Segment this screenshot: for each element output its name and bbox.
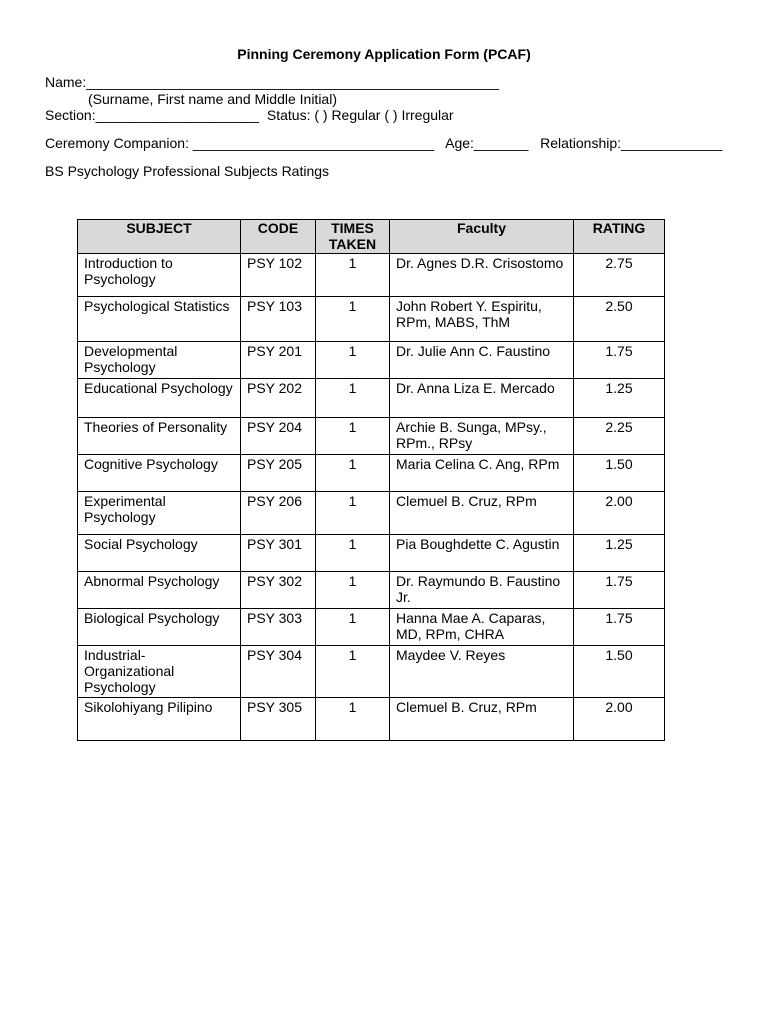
subject-cell: Sikolohiyang Pilipino	[78, 698, 241, 741]
subject-cell: Biological Psychology	[78, 609, 241, 646]
faculty-cell: Clemuel B. Cruz, RPm	[390, 492, 574, 535]
times-cell: 1	[316, 698, 390, 741]
rating-cell: 1.50	[574, 455, 665, 492]
form-title: Pinning Ceremony Application Form (PCAF)	[237, 46, 531, 62]
faculty-cell: John Robert Y. Espiritu, RPm, MABS, ThM	[390, 297, 574, 342]
companion-line: Ceremony Companion: _______________________________ Age:_______ Relationship:_____________	[45, 135, 723, 151]
faculty-cell: Pia Boughdette C. Agustin	[390, 535, 574, 572]
rating-cell: 2.50	[574, 297, 665, 342]
times-cell: 1	[316, 297, 390, 342]
header-subject: SUBJECT	[78, 220, 241, 254]
subject-cell: Cognitive Psychology	[78, 455, 241, 492]
name-field-line: Name:_____________________________________________________	[45, 74, 499, 90]
code-cell: PSY 206	[241, 492, 316, 535]
faculty-cell: Maydee V. Reyes	[390, 646, 574, 698]
table-header-row	[78, 220, 665, 254]
faculty-cell: Dr. Agnes D.R. Crisostomo	[390, 254, 574, 297]
header-code: CODE	[241, 220, 316, 254]
rating-cell: 2.75	[574, 254, 665, 297]
name-field-hint: (Surname, First name and Middle Initial)	[88, 91, 337, 107]
times-cell: 1	[316, 572, 390, 609]
code-cell: PSY 305	[241, 698, 316, 741]
rating-cell: 1.75	[574, 609, 665, 646]
header-times-taken: TIMES TAKEN	[316, 220, 390, 254]
times-cell: 1	[316, 535, 390, 572]
code-cell: PSY 302	[241, 572, 316, 609]
code-cell: PSY 103	[241, 297, 316, 342]
subject-cell: Experimental Psychology	[78, 492, 241, 535]
code-cell: PSY 304	[241, 646, 316, 698]
code-cell: PSY 102	[241, 254, 316, 297]
table-row	[78, 379, 665, 418]
table-row	[78, 535, 665, 572]
table-row	[78, 572, 665, 609]
subject-cell: Theories of Personality	[78, 418, 241, 455]
times-cell: 1	[316, 254, 390, 297]
times-cell: 1	[316, 418, 390, 455]
faculty-cell: Maria Celina C. Ang, RPm	[390, 455, 574, 492]
subject-cell: Developmental Psychology	[78, 342, 241, 379]
rating-cell: 1.50	[574, 646, 665, 698]
code-cell: PSY 202	[241, 379, 316, 418]
table-row	[78, 455, 665, 492]
rating-cell: 2.00	[574, 698, 665, 741]
subject-cell: Educational Psychology	[78, 379, 241, 418]
times-cell: 1	[316, 609, 390, 646]
rating-cell: 1.75	[574, 572, 665, 609]
times-cell: 1	[316, 646, 390, 698]
subject-cell: Social Psychology	[78, 535, 241, 572]
rating-cell: 2.00	[574, 492, 665, 535]
table-row	[78, 342, 665, 379]
table-row	[78, 646, 665, 698]
table-row	[78, 254, 665, 297]
code-cell: PSY 201	[241, 342, 316, 379]
header-faculty: Faculty	[390, 220, 574, 254]
table-row	[78, 609, 665, 646]
rating-cell: 1.25	[574, 535, 665, 572]
faculty-cell: Hanna Mae A. Caparas, MD, RPm, CHRA	[390, 609, 574, 646]
table-row	[78, 492, 665, 535]
subject-cell: Introduction to Psychology	[78, 254, 241, 297]
rating-cell: 1.25	[574, 379, 665, 418]
table-row	[78, 297, 665, 342]
ratings-heading: BS Psychology Professional Subjects Ratings	[45, 163, 330, 179]
rating-cell: 2.25	[574, 418, 665, 455]
subject-cell: Psychological Statistics	[78, 297, 241, 342]
header-rating: RATING	[574, 220, 665, 254]
faculty-cell: Dr. Julie Ann C. Faustino	[390, 342, 574, 379]
subject-cell: Abnormal Psychology	[78, 572, 241, 609]
table-row	[78, 698, 665, 741]
faculty-cell: Dr. Anna Liza E. Mercado	[390, 379, 574, 418]
code-cell: PSY 204	[241, 418, 316, 455]
rating-cell: 1.75	[574, 342, 665, 379]
times-cell: 1	[316, 379, 390, 418]
table-row	[78, 418, 665, 455]
faculty-cell: Clemuel B. Cruz, RPm	[390, 698, 574, 741]
ratings-table	[77, 219, 665, 741]
times-cell: 1	[316, 455, 390, 492]
faculty-cell: Dr. Raymundo B. Faustino Jr.	[390, 572, 574, 609]
code-cell: PSY 303	[241, 609, 316, 646]
times-cell: 1	[316, 492, 390, 535]
faculty-cell: Archie B. Sunga, MPsy., RPm., RPsy	[390, 418, 574, 455]
section-status-line: Section:_____________________ Status: ( ) Regular ( ) Irregular	[45, 107, 454, 123]
subject-cell: Industrial-Organizational Psychology	[78, 646, 241, 698]
times-cell: 1	[316, 342, 390, 379]
code-cell: PSY 205	[241, 455, 316, 492]
code-cell: PSY 301	[241, 535, 316, 572]
